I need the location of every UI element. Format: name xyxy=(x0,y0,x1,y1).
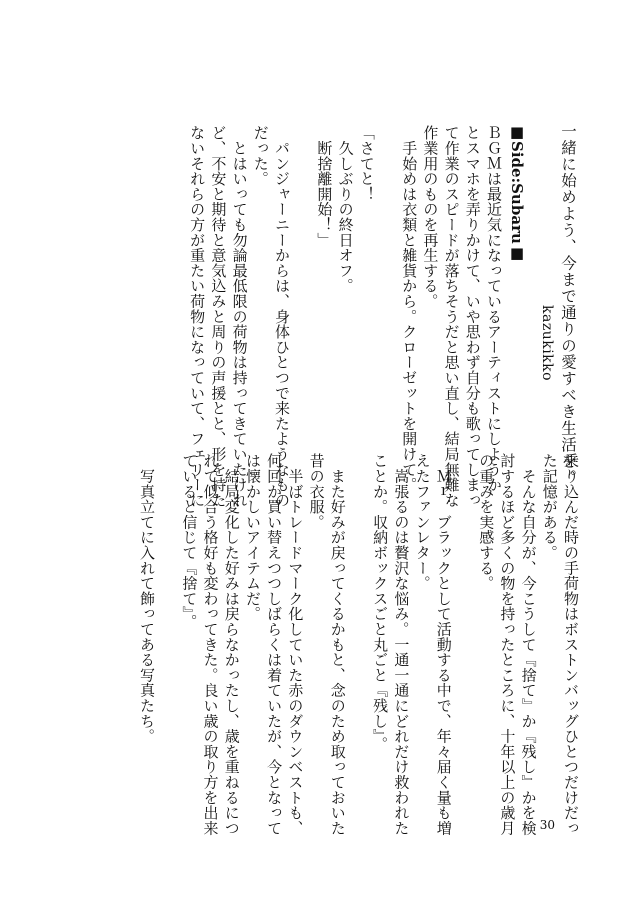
text-line: て作業のスピードが落ちそうだと思い直し、結局無難な xyxy=(442,125,461,508)
text-line: 乗り込んだ時の手荷物はボストンバッグひとつだけだっ xyxy=(562,453,580,836)
text-line xyxy=(454,453,475,836)
text-line: 結局変化した好みは戻らなかったし、歳を重ねるにつ xyxy=(222,453,241,836)
top-text-block xyxy=(186,125,504,508)
text-line: 何回か買い替えつつしばらくは着ていたが、今となって xyxy=(265,453,284,836)
text-line: 久しぶりの終日オフ。 xyxy=(336,125,355,294)
text-line: 写真立てに入れて飾ってある写真たち。 xyxy=(137,453,156,744)
story-title: 一緒に始めよう、今まで通りの愛すべき生活を。 xyxy=(559,123,577,486)
text-line: ＢＧＭは最近気になっているアーティストにしようか xyxy=(485,125,503,493)
text-line: 断捨離開始！」 xyxy=(315,125,334,248)
author-name: kazukikko xyxy=(539,305,555,382)
page-number: 30 xyxy=(539,818,555,832)
text-line: とスマホを弄りかけて、いや思わず自分も歌ってしまっ xyxy=(463,125,482,508)
text-line: れて似合う格好も変わってきた。良い歳の取り方を出来 xyxy=(201,453,220,836)
text-line: そんな自分が、今こうして『捨て』か『残し』かを検 xyxy=(519,453,538,836)
text-line: 嵩張るのは贅沢な悩み。一通一通にどれだけ救われた xyxy=(392,453,411,836)
text-line xyxy=(348,453,369,836)
text-line xyxy=(292,125,313,508)
text-line: また好みが戻ってくるかもと、念のため取っておいた xyxy=(328,453,347,836)
bottom-text-block xyxy=(136,453,581,836)
text-line: 「さてと！ xyxy=(357,125,376,202)
section-heading: ■Side:Subaru■ xyxy=(508,123,526,262)
text-line: とはいっても勿論最低限の荷物は持ってきていたけれ xyxy=(230,125,249,508)
text-line: ことか。収納ボックスごと丸ごと『残し』。 xyxy=(371,453,390,752)
text-line: Ｍｒ．ブラックとして活動する中で、年々届く量も増 xyxy=(434,453,453,836)
text-line: 手始めは衣類と雑貨から。クローゼットを開けて。 xyxy=(400,125,419,493)
text-line: ど、不安と期待と意気込みと周りの声援とと、形を持た xyxy=(209,125,228,508)
text-line xyxy=(377,125,398,508)
text-line: ないそれらの方が重たい荷物になっていて、フェリーに xyxy=(188,125,207,508)
text-line: だった。 xyxy=(251,125,270,187)
text-line: 討するほど多くの物を持ったところに、十年以上の歳月 xyxy=(498,453,517,836)
text-line: 半ばトレードマーク化していた赤のダウンベストも、 xyxy=(286,453,305,836)
text-line: 作業用のものを再生する。 xyxy=(421,125,440,309)
text-line xyxy=(157,453,178,836)
text-line: えたファンレター。 xyxy=(413,453,432,591)
text-line: ていると信じて『捨て』。 xyxy=(180,453,199,630)
text-line: た記憶がある。 xyxy=(540,453,559,561)
text-line: は懐かしいアイテムだ。 xyxy=(243,453,262,622)
text-line: 昔の衣服。 xyxy=(307,453,326,530)
text-line: の重みを実感する。 xyxy=(477,453,496,591)
text-line: パンジャーニーからは、身体ひとつで来たようなもの xyxy=(272,125,291,508)
